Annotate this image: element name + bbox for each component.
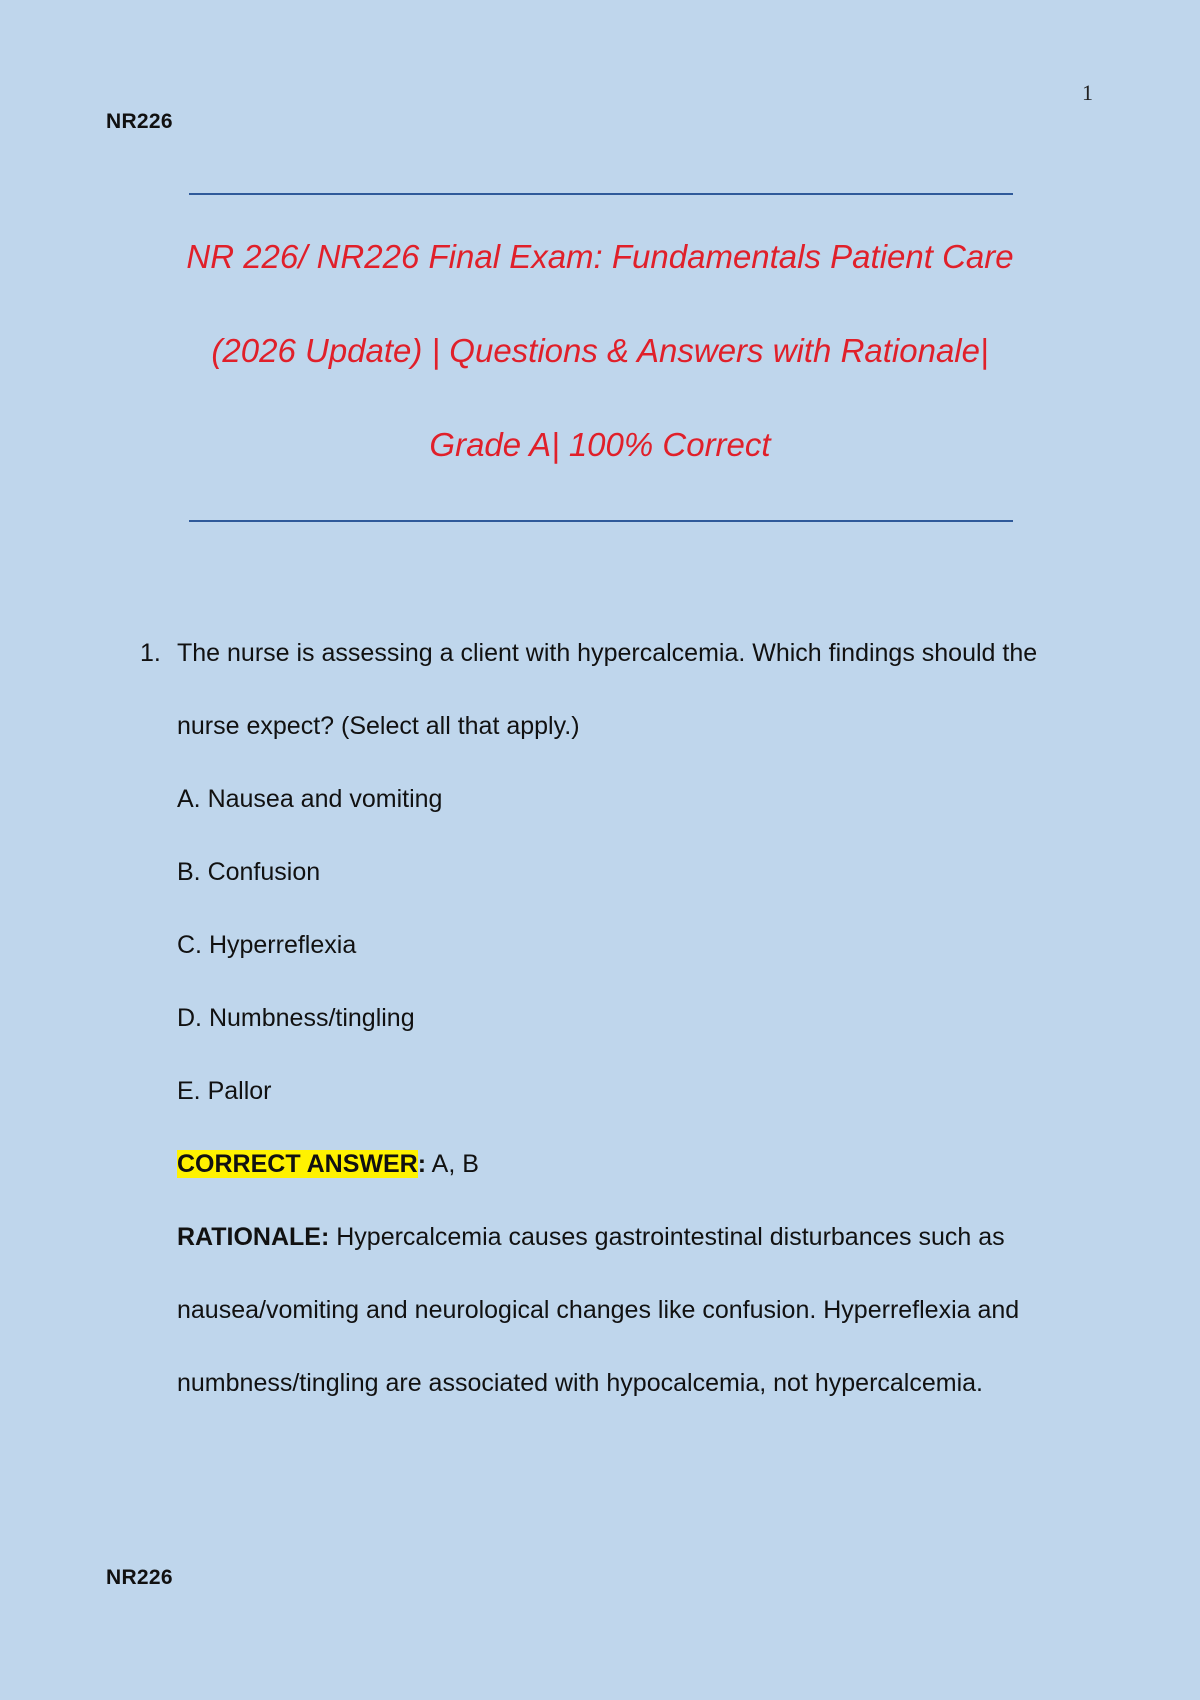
footer-course-code: NR226 [106, 1566, 173, 1589]
option-d: D. Numbness/tingling [177, 1004, 415, 1032]
title-line-1: NR 226/ NR226 Final Exam: Fundamentals Patient Care [186, 238, 1014, 275]
rationale-label: RATIONALE: [177, 1223, 330, 1251]
question-stem-line-2: nurse expect? (Select all that apply.) [177, 712, 580, 740]
question-stem-text: The nurse is assessing a client with hypercalcemia. Which findings should the [177, 639, 1038, 667]
question-number: 1. [140, 639, 161, 667]
correct-answer-colon: : [417, 1150, 427, 1178]
option-e: E. Pallor [177, 1077, 272, 1105]
top-divider [189, 193, 1013, 195]
option-c: C. Hyperreflexia [177, 931, 357, 959]
page-number: 1 [1082, 80, 1093, 105]
correct-answer-label: CORRECT ANSWER [177, 1150, 418, 1178]
document-title [120, 210, 1080, 492]
rationale-line-3: numbness/tingling are associated with hypocalcemia, not hypercalcemia. [177, 1369, 983, 1397]
rationale-line-1 [140, 1207, 1060, 1280]
rationale-line-2: nausea/vomiting and neurological changes like confusion. Hyperreflexia and [177, 1296, 1020, 1324]
question-stem-line-1 [140, 623, 1060, 696]
option-a: A. Nausea and vomiting [177, 785, 443, 813]
header-course-code: NR226 [106, 110, 173, 133]
option-b: B. Confusion [177, 858, 321, 886]
bottom-divider [189, 520, 1013, 522]
title-line-2: (2026 Update) | Questions & Answers with Rationale| [211, 332, 989, 369]
correct-answer-line [140, 1134, 1060, 1207]
title-line-3: Grade A| 100% Correct [429, 426, 771, 463]
rationale-text-1: Hypercalcemia causes gastrointestinal disturbances such as [329, 1223, 1005, 1251]
question-block [140, 623, 1060, 1426]
correct-answer-value: A, B [426, 1150, 479, 1178]
